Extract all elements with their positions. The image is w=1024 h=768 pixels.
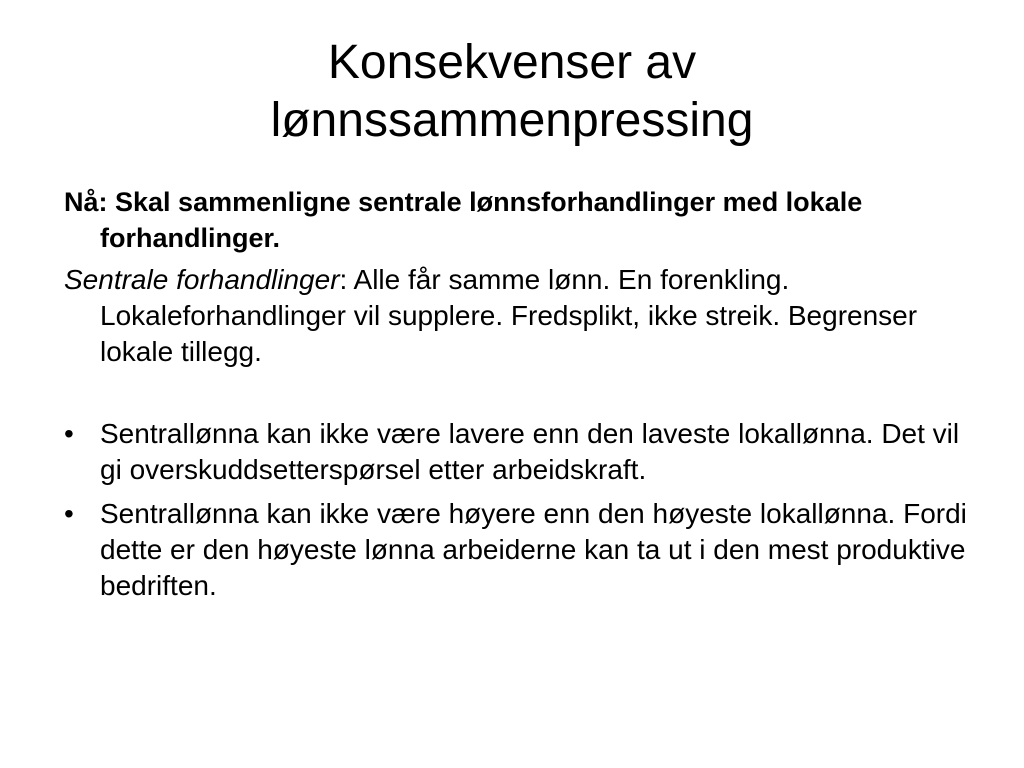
central-paragraph [64,262,984,370]
slide-body [64,184,984,612]
bullet-item [64,416,984,488]
bullet-mark: • [64,498,74,529]
slide-title [0,34,1024,150]
bullet-item [64,496,984,604]
spacer [64,376,984,416]
title-line-2: lønnssammenpressing [270,94,754,147]
bullet-mark: • [64,418,74,449]
bullet-text: Sentrallønna kan ikke være lavere enn den laveste lokallønna. Det vil gi overskuddsetterspørsel etter arbeidskraft. [100,418,960,485]
bullet-text: Sentrallønna kan ikke være høyere enn den høyeste lokallønna. Fordi dette er den høyeste lønna arbeiderne kan ta ut i den mest produktive bedriften. [100,498,967,601]
central-text: : Alle får samme lønn. En forenkling. Lokaleforhandlinger vil supplere. Fredsplikt, ikke streik. Begrenser lokale tillegg. [100,264,918,367]
intro-paragraph: Nå: Skal sammenligne sentrale lønnsforhandlinger med lokale forhandlinger. [64,187,863,253]
title-line-1: Konsekvenser av [327,36,697,89]
central-term: Sentrale forhandlinger [64,264,340,295]
